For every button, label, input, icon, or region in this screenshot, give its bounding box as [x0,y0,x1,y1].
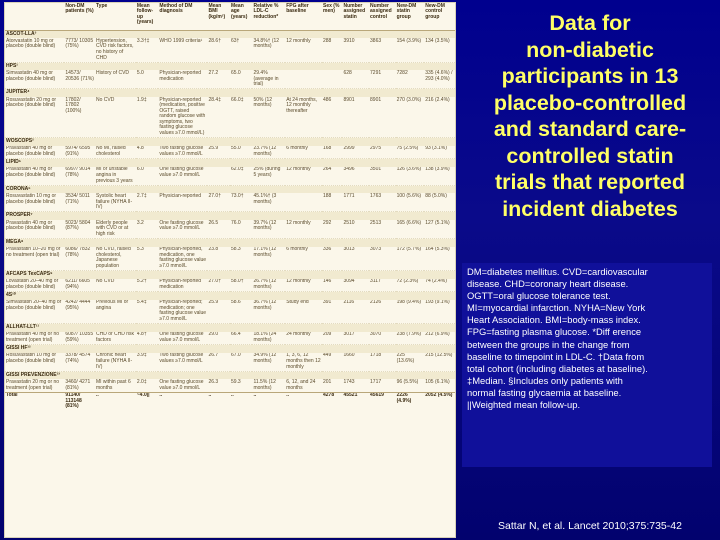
table-cell: 164 (5.3%) [424,247,455,271]
table-cell: 209 [322,332,342,345]
table-cell: 7291 [369,70,396,88]
footnote-line: Heart Association. BMI=body-mass index. [467,314,641,326]
table-cell: 6211/ 6605 (94%) [64,279,95,292]
table-cell: Elderly people with CVD or at high risk [95,220,136,238]
total-cell: .. [158,392,207,410]
table-cell: 12 monthly [285,167,322,185]
total-cell: 45619 [369,392,396,410]
table-cell: 25.9 [207,300,230,324]
statin-trials-table [5,3,455,411]
table-cell: 17.1% (12 months) [252,247,285,271]
table-cell: Hypertension, CVD risk factors, no history of CHD [95,38,136,62]
table-cell: 336 [322,247,342,271]
table-cell: 1.9‡ [136,97,159,138]
trial-name: CORONA⁶ [5,185,455,193]
table-cell: 29.0 [207,332,230,345]
table-cell: 17802/ 17802 (100%) [64,97,95,138]
table-cell: 26.5 [207,220,230,238]
table-cell: 146 [322,279,342,292]
total-cell: Total [5,392,64,410]
table-cell: 3863 [369,38,396,62]
table-cell: 449 [322,353,342,371]
total-cell: 91140/ 113148 (81%) [64,392,95,410]
trial-name-row [5,345,455,353]
table-cell: 201 [322,379,342,392]
table-cell: 26.3 [207,379,230,392]
table-cell: 3094 [342,279,369,292]
table-cell: Physician-reported, medication, one fasting glucose value ≥7.0 mmol/L [159,246,207,269]
table-cell: 193 (9.1%) [424,300,455,324]
table-cell: 126 (3.6%) [396,167,425,185]
table-cell: 4242/ 4444 (95%) [64,300,95,324]
trial-name: AFCAPS TexCAPS⁹ [5,271,455,279]
table-cell [285,193,322,211]
table-cell: 1771 [342,193,369,211]
table-cell: 23.8 [207,247,230,271]
table-cell: No CVD [95,97,136,138]
table-cell: Pravastatin 40 mg or placebo (double blind) [5,167,64,185]
table-cell: 2126 [369,300,396,324]
table-cell: 1660 [342,353,369,371]
table-row [5,38,455,62]
title-line: trials that reported [495,170,685,194]
table-row [5,379,455,392]
trial-name-row [5,89,455,97]
table-cell: 3460/ 4271 (81%) [64,379,95,392]
trial-name: ASCOT-LLA³ [5,30,455,38]
table-cell: 12 monthly [285,220,322,238]
table-cell: Pravastatin 10–20 mg or no treatment (open trial) [5,247,64,271]
table-cell: 3073 [369,247,396,271]
table-cell: 59.3 [230,379,253,392]
table-cell: Rosuvastatin 10 mg or placebo (double blind) [5,353,64,371]
trial-name: WOSCOPS² [5,138,455,146]
table-cell: 66.0‡ [230,97,253,138]
table-cell: 138 (3.9%) [424,167,455,185]
table-cell: 3017 [342,332,369,345]
table-cell: One fasting glucose value ≥7.0 mmol/L [158,379,207,392]
table-cell: 5.0 [136,70,159,88]
table-cell: One fasting glucose value ≥7.0 mmol/L [158,332,207,345]
table-cell: 12 monthly [285,279,322,292]
table-cell: 391 [322,300,342,324]
table-cell: 6 monthly [285,146,322,159]
title-line: and standard care- [493,117,687,141]
trial-name-row [5,292,455,300]
table-cell: 3.2 [136,220,159,238]
table-cell: 238 (7.9%) [396,332,425,345]
table-cell: Simvastatin 20–40 mg or placebo (double blind) [5,300,64,324]
table-cell: 66.4 [230,332,253,345]
table-row [5,247,455,271]
table-cell: 486 [322,97,342,138]
table-cell: 6, 12, and 24 months [285,379,322,392]
table-cell: 8901 [369,97,396,138]
table-cell: 3013 [342,247,369,271]
table-cell: 72 (2.3%) [396,279,425,292]
slide-title [462,10,718,222]
table-cell: 7282 [396,70,425,88]
column-header: Number assigned control [369,3,396,30]
trial-name: GISSI PREVENZIONE¹³ [5,371,455,379]
trial-data-table-panel [5,3,455,537]
column-header: Method of DM diagnosis [158,3,207,30]
table-cell: 34.8%† (12 months) [252,38,285,62]
table-cell: 65.0 [230,70,253,88]
table-cell: 45.1%† (3 months) [252,193,285,211]
table-cell: Two fasting glucose values ≥7.0 mmol/L [158,146,207,159]
table-cell: 3070 [369,332,396,345]
table-cell: 3534/ 5011 (71%) [64,193,95,211]
title-line: incident diabetes [502,196,678,221]
table-cell: 1, 3, 6, 12 months then 12 monthly [286,352,321,370]
table-cell: 6 monthly [285,247,322,271]
table-row [5,332,455,345]
column-header: Mean follow-up (years) [136,3,159,30]
trial-name: MEGA⁸ [5,238,455,246]
table-cell: 270 (3.0%) [396,97,425,138]
table-cell: 8901 [342,97,369,138]
table-cell: 5.4‡ [136,300,159,324]
table-cell: 26.7 [207,353,230,371]
table-cell: 23.7% (12 months) [252,146,285,159]
table-cell: Physician-reported; medication; one fasting glucose value ≥7.0 mmol/L [159,299,207,322]
trial-name-row [5,238,455,246]
total-cell: .. [95,392,136,410]
table-cell: 264 [322,167,342,185]
table-cell: Atorvastatin 10 mg or placebo (double blind) [5,38,64,62]
column-header: New-DM statin group [396,3,425,30]
table-cell: 58.3 [230,247,253,271]
table-cell: 25% (during 5 years) [252,167,285,185]
table-cell: One fasting glucose value ≥7.0 mmol/L [158,220,207,238]
trial-name-row [5,62,455,70]
table-cell: 27.0† [207,279,230,292]
table-cell: 1718 [369,353,396,371]
trial-name: PROSPER⁷ [5,212,455,220]
table-cell: Pravastatin 40 mg or no treatment (open trial) [5,332,64,345]
total-cell: .. [230,392,253,410]
table-cell: 105 (6.1%) [424,379,455,392]
table-cell: 36.7% (12 months) [252,300,285,324]
total-cell: ~4.0|| [136,392,159,410]
table-cell: 165 (6.6%) [396,220,425,238]
table-cell: 62.0‡ [230,167,253,185]
table-cell: Rosuvastatin 10 mg or placebo (double blind) [5,193,64,211]
trial-name-row [5,371,455,379]
table-cell: 34.9% (12 months) [252,353,285,371]
table-cell: 28.6† [207,38,230,62]
table-cell: 134 (3.5%) [424,38,455,62]
table-cell: One fasting glucose value ≥7.0 mmol/L [158,167,207,185]
table-cell: 50% (12 months) [252,97,285,138]
table-cell: Study end [285,300,322,324]
table-row [5,193,455,211]
footnote-line: normal fasting glycaemia at baseline. [467,386,622,398]
column-header: FPG after baseline [285,3,322,30]
table-cell: 4.8† [136,332,159,345]
table-cell: Two fasting glucose values ≥7.0 mmol/L [158,353,207,371]
table-cell: Pravastatin 20 mg or no treatment (open trial) [5,379,64,392]
footnote-line: disease. CHD=coronary heart disease. [467,278,629,290]
table-cell: Chronic heart failure (NYHA II-IV) [95,353,136,371]
footnote-line: ‡Median. §Includes only patients with [467,374,623,386]
table-cell: 74 (2.4%) [424,279,455,292]
table-cell: 6.0 [136,167,159,185]
table-cell: CHD or CHD risk factors [95,331,135,343]
table-cell: No CVD [95,279,136,292]
footnote-line: DM=diabetes mellitus. CVD=cardiovascular [467,266,648,277]
table-cell: 3378/ 4574 (74%) [64,353,95,371]
footnote-line: baseline to timepoint in LDL-C. †Data from [467,350,645,362]
footnote-line: FPG=fasting plasma glucose. *Diff erence [467,326,642,338]
trial-name: GISSI HF¹² [5,345,455,353]
table-cell: 18.1% (24 months) [252,332,285,345]
table-cell: No CVD, raised cholesterol, Japanese population [95,247,136,271]
table-cell: 55.0 [230,146,253,159]
table-cell: History of CVD [95,70,136,88]
table-cell: 5023/ 5804 (87%) [64,220,95,238]
total-cell: .. [285,392,322,410]
table-cell: 5.2† [136,279,159,292]
table-cell: 225 (13.6%) [396,353,425,371]
table-cell: 39.7% (12 months) [252,220,285,238]
trial-name-row [5,185,455,193]
total-cell: 2052 (4.5%) [424,392,455,410]
table-cell: 3.9‡ [136,353,159,371]
title-line: non-diabetic [526,37,654,62]
trial-name: JUPITER⁴ [5,89,455,97]
table-cell: 26.7% (12 months) [252,279,285,292]
table-cell: 27.2 [207,70,230,88]
column-header: Mean BMI (kg/m²) [207,3,230,30]
table-cell: 3910 [342,38,369,62]
table-cell: 198 (9.4%) [396,300,425,324]
table-row [5,353,455,371]
table-cell: 3117 [369,279,396,292]
title-line: placebo-controlled [493,90,687,115]
table-cell: 6086/ 7832 (78%) [64,247,95,271]
table-cell: 2510 [342,220,369,238]
table-cell: 292 [322,220,342,238]
table-cell [207,167,230,185]
table-cell: Rosuvastatin 20 mg or placebo (double blind) [5,97,64,138]
trial-name-row [5,138,455,146]
trial-name-row [5,271,455,279]
title-line: participants in 13 [501,64,679,88]
table-cell: 3496 [342,167,369,185]
table-cell [285,70,322,88]
table-cell: 29.4% (average in trial) [252,70,285,88]
title-line: controlled statin [506,143,674,168]
table-cell: Pravastatin 40 mg or placebo (double blind) [5,146,64,159]
table-cell: 154 (3.9%) [396,38,425,62]
table-cell: 2.7‡ [136,193,159,211]
table-cell: Pravastatin 40 mg or placebo (double blind) [5,220,64,238]
table-row [5,167,455,185]
total-cell: .. [252,392,285,410]
total-cell: 4278 [322,392,342,410]
column-header: New-DM control group [424,3,455,30]
table-cell: 6997/ 9014 (78%) [64,167,95,185]
table-cell: 93 (3.1%) [424,146,455,159]
table-cell: Physician-reported medication [158,70,207,88]
table-cell [322,70,342,88]
table-row [5,70,455,88]
table-cell: 11.5% (12 months) [252,379,285,392]
table-cell: 215 (12.5%) [424,353,455,371]
footnote-line: OGTT=oral glucose tolerance test. [467,290,611,302]
table-cell: 172 (5.7%) [396,247,425,271]
table-cell: 6087/ 10355 (59%) [65,331,94,343]
table-cell: 58.0† [230,279,253,292]
table-cell: At 24 months, 12 monthly thereafter [285,97,322,138]
column-header: Mean age (years) [230,3,253,30]
table-header-row [5,3,455,30]
table-cell: 25.9 [207,146,230,159]
table-cell: 216 (2.4%) [424,97,455,138]
table-cell: 2513 [369,220,396,238]
footnote-line: MI=myocardial infarction. NYHA=New York [467,302,646,314]
trial-name: 4S¹⁰ [5,292,455,300]
table-cell: Previous MI or angina [95,300,136,324]
table-cell: 3.3†‡ [136,38,159,62]
column-header [5,3,64,30]
trial-name: HPS¹ [5,62,455,70]
table-cell: Systolic heart failure (NYHA II-IV) [95,193,136,211]
table-cell: Physician-reported medication [158,279,207,292]
table-cell: 67.0 [230,353,253,371]
table-cell: Simvastatin 40 mg or placebo (double blind) [5,70,64,88]
table-cell: No MI, raised cholesterol [95,146,136,159]
table-cell: 14573/ 20536 (71%) [64,70,95,88]
footnote-line: total cohort (including diabetes at baseline). [467,362,648,374]
table-cell: 75 (2.5%) [396,146,425,159]
column-header: Sex (% men) [322,3,342,30]
table-cell: 73.0† [230,193,253,211]
trial-name-row [5,324,455,332]
table-cell: 4.8 [136,146,159,159]
column-header: Type [95,3,136,30]
table-cell: 2.0‡ [136,379,159,392]
column-header: Number assigned statin [342,3,369,30]
table-cell: 12 monthly [285,38,322,62]
table-cell: 96 (5.5%) [396,379,425,392]
total-cell: .. [207,392,230,410]
table-row [5,146,455,159]
table-cell: 24 monthly [285,332,322,345]
table-cell: 628 [342,70,369,88]
table-cell: 5974/ 6595 (91%) [64,146,95,159]
table-cell: 76.0 [230,220,253,238]
column-header: Non-DM patients (%) [64,3,95,30]
table-footnote [467,266,711,411]
table-cell: MI within past 6 months [95,379,136,392]
trial-name-row [5,212,455,220]
table-cell: 7773/ 10305 (75%) [64,38,95,62]
footnote-line: between the groups in the change from [467,338,630,350]
table-cell: 2999 [342,146,369,159]
table-cell: 1717 [369,379,396,392]
table-cell: 188 [322,193,342,211]
table-cell: 28.4‡ [207,97,230,138]
table-cell: MI or unstable angina in previous 3 years [95,167,136,185]
trial-name: LIPID⁵ [5,159,455,167]
table-cell: Lovastatin 20–40 mg or placebo (double blind) [5,279,64,292]
total-cell: 45521 [342,392,369,410]
citation: Sattar N, et al. Lancet 2010;375:735-42 [498,520,682,532]
trial-name: ALLHAT-LLT¹¹ [5,324,455,332]
total-row [5,392,455,410]
table-row [5,220,455,238]
table-cell: Physician-reported (medication, positive OGTT, raised random glucose with symptoms, two fasting glucose values ≥7.0 mmol/L) [158,97,207,138]
table-cell: 88 (5.0%) [424,193,455,211]
table-cell: 27.0† [207,193,230,211]
table-cell: 335 (4.6%) / 293 (4.0%) [424,70,455,88]
column-header: Relative % LDL-C reduction* [252,3,285,30]
table-cell: Physician-reported [158,193,207,211]
table-cell: 63† [230,38,253,62]
table-cell: 288 [322,38,342,62]
table-row [5,300,455,324]
table-cell: WHO 1999 criteria¹ [158,38,207,62]
total-cell: 2226 (4.9%) [396,392,425,410]
table-cell: 5.3 [136,247,159,271]
table-body [5,30,455,411]
table-row [5,97,455,138]
table-cell: 212 (6.9%) [424,332,455,345]
table-cell: 2116 [342,300,369,324]
footnote-line: ||Weighted mean follow-up. [467,399,581,411]
table-cell: 1743 [342,379,369,392]
table-cell: 127 (5.1%) [424,220,455,238]
table-cell: 1763 [369,193,396,211]
table-cell: 100 (5.6%) [396,193,425,211]
table-cell: 58.6 [230,300,253,324]
table-cell: 3501 [369,167,396,185]
table-row [5,279,455,292]
trial-name-row [5,159,455,167]
table-cell: 2975 [369,146,396,159]
trial-name-row [5,30,455,38]
title-line: Data for [549,11,631,35]
table-cell: 168 [322,146,342,159]
